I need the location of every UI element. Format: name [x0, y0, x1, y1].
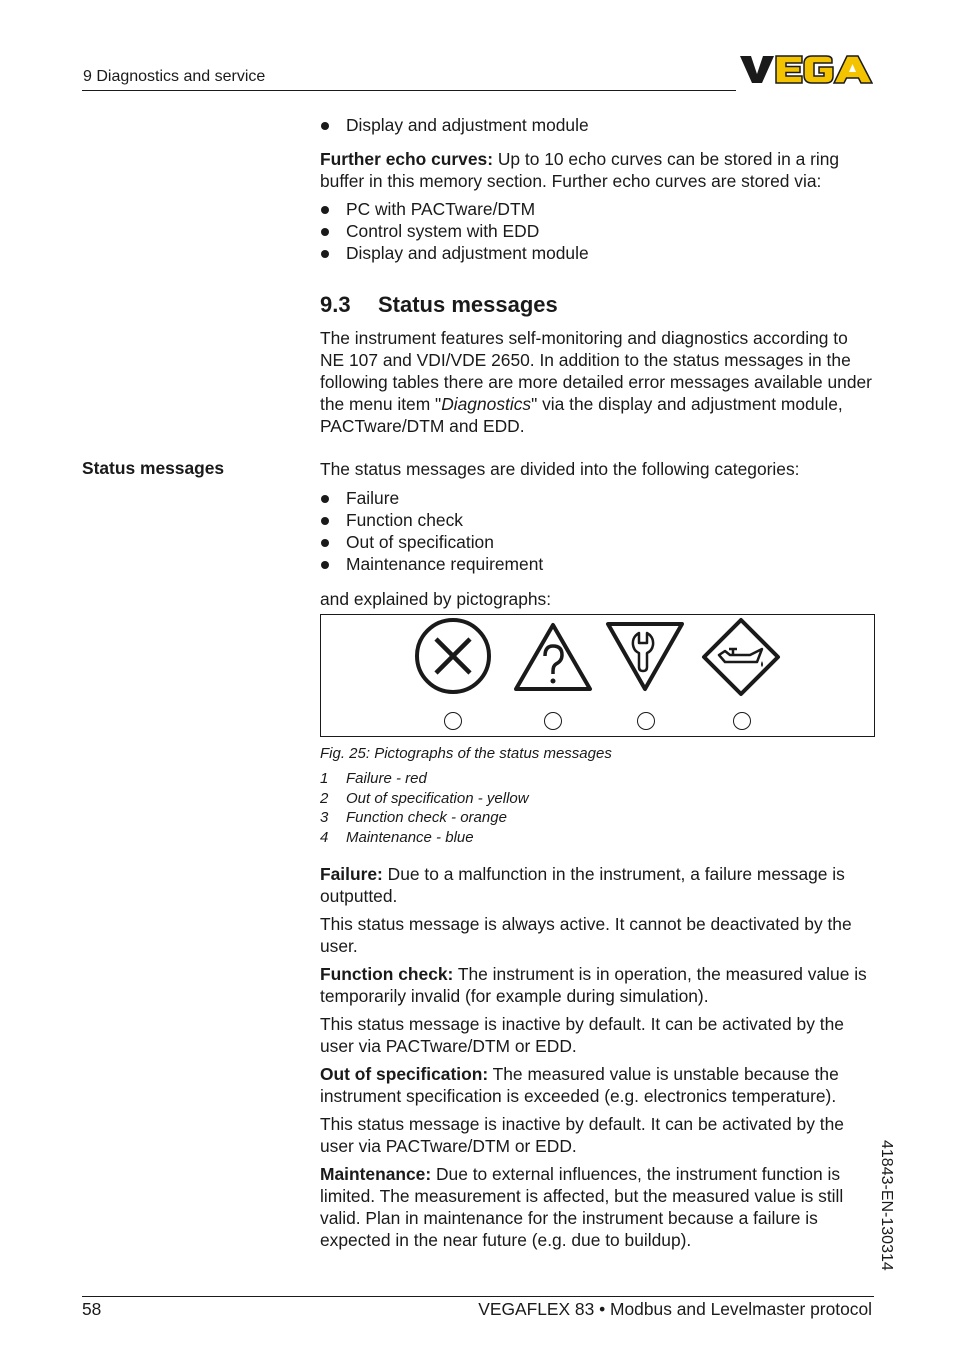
legend-number: 3: [320, 809, 329, 826]
section-number: 9.3: [320, 292, 351, 317]
out-of-specification-icon: [516, 625, 590, 689]
section-title: Status messages: [378, 292, 558, 317]
failure-bold-label: Failure:: [320, 864, 383, 884]
echo-bullet-list: [320, 198, 875, 264]
legend-number: 1: [320, 770, 329, 787]
legend-item: [320, 769, 529, 789]
list-item: Display and adjustment module: [320, 114, 875, 136]
figure-caption: Fig. 25: Pictographs of the status messages: [320, 745, 612, 762]
maintenance-text: Due to external influences, the instrument function is limited. The measurement is affected, but the measured value is still valid. Plan in maintenance for the instrument because a failure is expected in the near future (e.g. due to buildup).: [320, 1164, 844, 1250]
list-item: Function check: [320, 509, 875, 531]
legend-item: [320, 828, 529, 848]
legend-text: Function check - orange: [346, 809, 507, 826]
failure-text: Due to a malfunction in the instrument, a failure message is outputted.: [320, 864, 845, 906]
out-of-spec-text: The measured value is unstable because the instrument specification is exceeded (e.g. electronics temperature).: [320, 1064, 839, 1106]
list-item: Display and adjustment module: [320, 242, 875, 264]
marker-2: [545, 713, 562, 730]
header-divider: [82, 90, 736, 91]
failure-icon: [417, 620, 489, 692]
document-id: 41843-EN-130314: [878, 1140, 895, 1271]
list-item: Maintenance requirement: [320, 553, 875, 575]
out-of-spec-paragraph: [320, 1063, 875, 1107]
intro-text-1: The instrument features self-monitoring and diagnostics according to NE 107 and VDI/VDE 2650. In addition to the status messages in the following tables there are more detailed error messages available under the menu item ": [320, 328, 872, 414]
figure-legend: [320, 769, 529, 847]
legend-text: Failure - red: [346, 770, 427, 787]
marker-1: [445, 713, 462, 730]
legend-text: Out of specification - yellow: [346, 789, 529, 807]
legend-number: 4: [320, 828, 329, 846]
categories-list: [320, 487, 875, 575]
pictograph-figure: [320, 614, 875, 737]
function-check-paragraph: [320, 963, 875, 1007]
list-item: Control system with EDD: [320, 220, 875, 242]
out-of-spec-bold-label: Out of specification:: [320, 1064, 489, 1084]
function-check-note: This status message is inactive by default. It can be activated by the user via PACTware/DTM or EDD.: [320, 1014, 844, 1056]
function-check-icon: [608, 624, 682, 689]
intro-italic: Diagnostics: [441, 394, 532, 414]
section-heading: [320, 294, 875, 316]
header-section-title: 9 Diagnostics and service: [83, 68, 266, 85]
echo-bold-label: Further echo curves:: [320, 149, 493, 169]
intro-text-2: " via the display and adjustment module, PACTware/DTM and EDD.: [320, 394, 843, 436]
failure-note: This status message is always active. It cannot be deactivated by the user.: [320, 914, 852, 956]
vega-logo: [740, 52, 873, 91]
maintenance-icon: [704, 620, 778, 694]
legend-number: 2: [320, 789, 329, 807]
list-item: Out of specification: [320, 531, 875, 553]
function-check-bold-label: Function check:: [320, 964, 454, 984]
failure-paragraph: [320, 863, 875, 907]
footer-title: VEGAFLEX 83 • Modbus and Levelmaster protocol: [478, 1299, 872, 1319]
function-check-text: The instrument is in operation, the measured value is temporarily invalid (for example during simulation).: [320, 964, 867, 1006]
categories-intro: The status messages are divided into the following categories:: [320, 459, 800, 479]
top-bullet-list: [320, 114, 875, 136]
list-item: Failure: [320, 487, 875, 509]
intro-paragraph: [320, 327, 875, 437]
marker-3: [638, 713, 655, 730]
echo-curves-paragraph: [320, 148, 875, 192]
legend-text: Maintenance - blue: [346, 828, 474, 846]
side-label: Status messages: [82, 458, 225, 478]
legend-item: [320, 789, 529, 809]
echo-text: Up to 10 echo curves can be stored in a ring buffer in this memory section. Further echo curves are stored via:: [320, 149, 840, 191]
out-of-spec-note: This status message is inactive by default. It can be activated by the user via PACTware/DTM or EDD.: [320, 1114, 844, 1156]
list-item: PC with PACTware/DTM: [320, 198, 875, 220]
legend-item: [320, 808, 529, 828]
pictographs-intro: and explained by pictographs:: [320, 589, 552, 609]
maintenance-bold-label: Maintenance:: [320, 1164, 432, 1184]
footer-divider: [82, 1296, 874, 1297]
marker-4: [734, 713, 751, 730]
maintenance-paragraph: [320, 1163, 875, 1251]
page-number: 58: [82, 1299, 102, 1319]
